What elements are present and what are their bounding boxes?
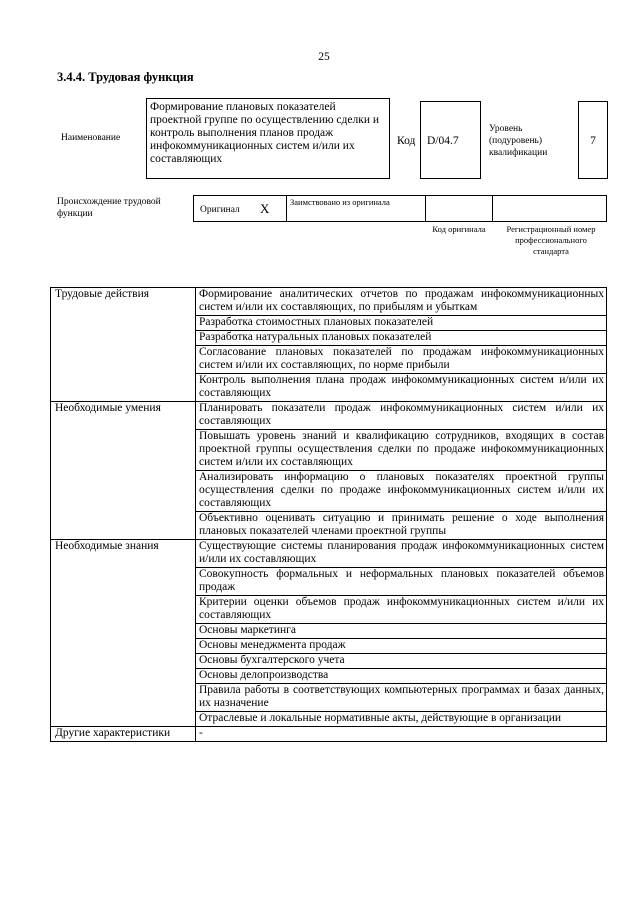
function-name-value: Формирование плановых показателей проектной группе по осуществлению сделки и контроль выполнения планов продаж инфокоммуникационных систем и/или их составляющих (150, 101, 380, 165)
item-cell: Разработка натуральных плановых показателей (196, 331, 607, 346)
item-cell: Повышать уровень знаний и квалификацию сотрудников, входящих в состав проектной группы осуществления сделки по продаже инфокоммуникационных систем и/или их составляющих (196, 430, 607, 471)
item-cell: Критерии оценки объемов продаж инфокоммуникационных систем и/или их составляющих (196, 596, 607, 624)
code-value-box (420, 101, 481, 179)
original-label: Оригинал (200, 205, 240, 215)
item-cell: Отраслевые и локальные нормативные акты, действующие в организации (196, 712, 607, 727)
item-cell: - (196, 727, 607, 742)
name-label: Наименование (61, 133, 121, 143)
origin-original-cell (193, 195, 287, 222)
level-value: 7 (590, 135, 596, 147)
item-cell: Совокупность формальных и неформальных плановых показателей объемов продаж (196, 568, 607, 596)
code-original-caption: Код оригинала (432, 224, 486, 234)
page-number: 25 (318, 51, 330, 63)
function-details-table (50, 287, 607, 742)
level-value-box (578, 101, 608, 179)
item-cell: Контроль выполнения плана продаж инфокоммуникационных систем и/или их составляющих (196, 374, 607, 402)
item-cell: Основы делопроизводства (196, 669, 607, 684)
table-row (51, 288, 607, 316)
category-cell: Необходимые умения (51, 402, 196, 540)
origin-code-cell (425, 195, 493, 222)
table-row (51, 402, 607, 430)
item-cell: Правила работы в соответствующих компьютерных программах и базах данных, их назначение (196, 684, 607, 712)
borrowed-label: Заимствовано из оригинала (290, 197, 390, 207)
level-label: Уровень (подуровень) квалификации (489, 124, 548, 158)
code-value: D/04.7 (427, 135, 459, 147)
original-mark: X (260, 201, 270, 216)
category-cell: Необходимые знания (51, 540, 196, 727)
section-title: 3.4.4. Трудовая функция (57, 70, 194, 84)
table-row (51, 727, 607, 742)
item-cell: Основы маркетинга (196, 624, 607, 639)
item-cell: Основы менеджмента продаж (196, 639, 607, 654)
item-cell: Разработка стоимостных плановых показателей (196, 316, 607, 331)
reg-number-caption: Регистрационный номер профессионального стандарта (506, 224, 596, 256)
code-label: Код (397, 135, 416, 147)
category-cell: Трудовые действия (51, 288, 196, 402)
function-name-box (146, 98, 390, 179)
item-cell: Планировать показатели продаж инфокоммуникационных систем и/или их составляющих (196, 402, 607, 430)
origin-borrowed-cell (286, 195, 426, 222)
table-row (51, 540, 607, 568)
item-cell: Согласование плановых показателей по продажам инфокоммуникационных систем и/или их составляющих, по норме прибыли (196, 346, 607, 374)
item-cell: Существующие системы планирования продаж инфокоммуникационных систем и/или их составляющих (196, 540, 607, 568)
origin-reg-number-cell (492, 195, 607, 222)
item-cell: Объективно оценивать ситуацию и принимать решение о ходе выполнения плановых показателей членами проектной группы (196, 512, 607, 540)
item-cell: Основы бухгалтерского учета (196, 654, 607, 669)
item-cell: Формирование аналитических отчетов по продажам инфокоммуникационных систем и/или их составляющих, по прибылям и убыткам (196, 288, 607, 316)
item-cell: Анализировать информацию о плановых показателях проектной группы осуществления сделки по продаже инфокоммуникационных систем и/или их составляющих (196, 471, 607, 512)
category-cell: Другие характеристики (51, 727, 196, 742)
origin-label: Происхождение трудовой функции (57, 197, 161, 219)
